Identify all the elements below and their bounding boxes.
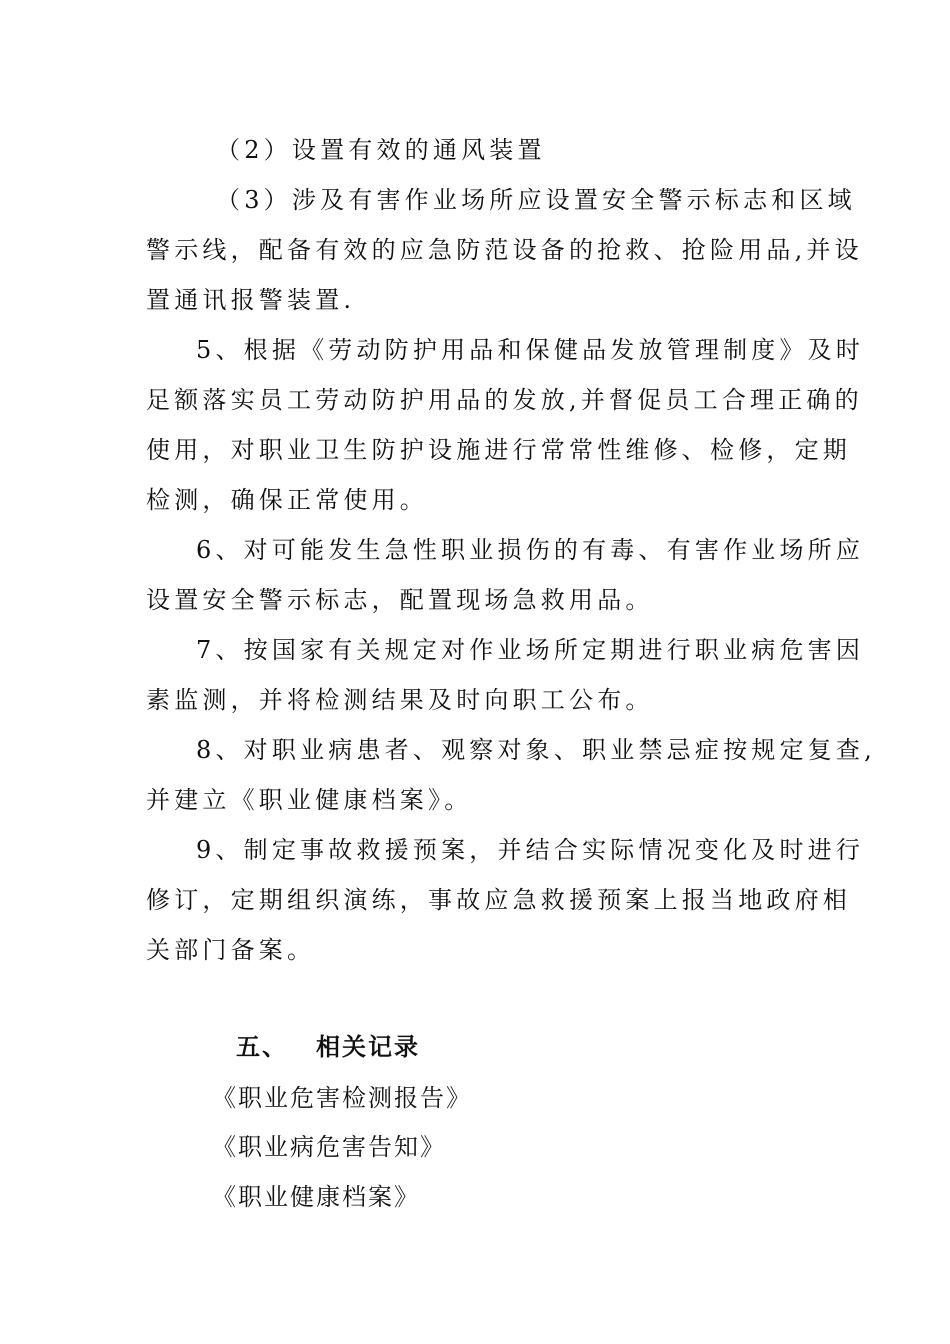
paragraph-line: 6、对可能发生急性职业损伤的有毒、有害作业场所应 — [196, 536, 865, 564]
paragraph-line: 置通讯报警装置. — [146, 286, 356, 314]
section-number: 五、 — [236, 1032, 288, 1061]
paragraph-line: 足额落实员工劳动防护用品的发放,并督促员工合理正确的 — [146, 386, 863, 414]
paragraph-line: 5、根据《劳动防护用品和保健品发放管理制度》及时 — [196, 336, 865, 364]
paragraph-line: 修订，定期组织演练，事故应急救援预案上报当地政府相 — [146, 886, 851, 914]
record-item: 《职业病危害告知》 — [212, 1133, 446, 1161]
section-title: 相关记录 — [316, 1032, 420, 1061]
paragraph-line: 8、对职业病患者、观察对象、职业禁忌症按规定复查, — [196, 736, 876, 764]
paragraph-line: （3）涉及有害作业场所应设置安全警示标志和区域 — [216, 186, 856, 214]
paragraph-line: 7、按国家有关规定对作业场所定期进行职业病危害因 — [196, 636, 865, 664]
paragraph-line: 素监测，并将检测结果及时向职工公布。 — [146, 686, 654, 714]
paragraph-line: （2）设置有效的通风装置 — [216, 136, 546, 164]
record-item: 《职业危害检测报告》 — [212, 1084, 472, 1112]
paragraph-line: 使用，对职业卫生防护设施进行常常性维修、检修，定期 — [146, 436, 851, 464]
section-heading — [236, 1031, 420, 1063]
paragraph-line: 并建立《职业健康档案》。 — [146, 786, 473, 814]
record-item: 《职业健康档案》 — [212, 1183, 420, 1211]
paragraph-line: 9、制定事故救援预案，并结合实际情况变化及时进行 — [196, 836, 865, 864]
paragraph-line: 检测，确保正常使用。 — [146, 486, 428, 514]
paragraph-line: 关部门备案。 — [146, 936, 316, 964]
paragraph-line: 设置安全警示标志，配置现场急救用品。 — [146, 586, 654, 614]
paragraph-line: 警示线，配备有效的应急防范设备的抢救、抢险用品,并设 — [146, 236, 863, 264]
